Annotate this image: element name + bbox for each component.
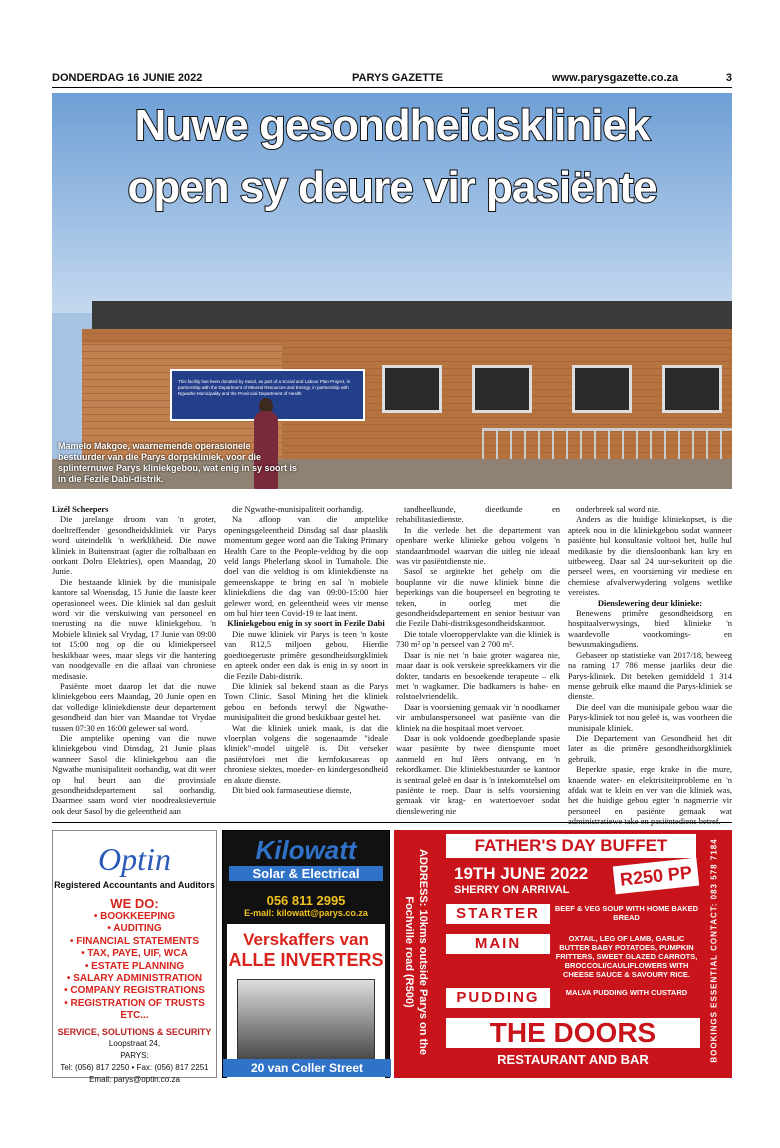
paragraph: Wat die kliniek uniek maak, is dat die vloerplan volgens die sogenaamde "ideale kliniek"-model uitgelê is. Dit verseker pasiëntvloei met die kernfokusareas op chroniese siektes, moeder- en kindergesondheid en akute dienste. (224, 722, 388, 785)
service-item: • COMPANY REGISTRATIONS (64, 985, 205, 997)
optin-services (53, 911, 216, 1023)
kilowatt-headline-2: ALLE INVERTERS (228, 950, 384, 970)
article-column-3 (396, 504, 560, 816)
doors-address-strip (400, 830, 432, 1078)
optin-heading: WE DO: (110, 896, 159, 911)
service-item: • FINANCIAL STATEMENTS (69, 935, 200, 947)
doors-name: THE DOORS (446, 1018, 700, 1048)
paragraph: Na afloop van die amptelike openingsgeleentheid Dinsdag sal daar plaaslik momentum gegee word aan die Taking Primary Health Care to the People-veldtog by die oop veld langs Phelerlang skool in Tumahole. Die doel van die veldtog is om kliniekdienste na gemeenskappe te bring en sal 'n mobiele kliniekdiens die dag van 09:00-15:00 hier gelewer word, en geleentheid wees vir mense om hul hier teen Covid-19 te laat inent. (224, 514, 388, 619)
optin-address-line-1: Loopstraat 24, (108, 1038, 161, 1048)
lead-photo (52, 93, 732, 489)
photo-window (382, 365, 442, 413)
page-header (52, 70, 732, 88)
paragraph: Dit bied ook farmaseutiese dienste, (232, 784, 352, 795)
paragraph: Daar is ook voldoende goedbeplande spasie waar pasiënte by twee dienspunte moet aanmeld en hul lêers ontvang, en 'n rekordkamer. Die kliniekbestuurder se kantoor is sentraal geleë en daar is 'n intekomstelsel om pasiënte te roep. Daar is selfs voorsiening gemaak vir krag- en watertoevoer sodat dienslewering nie (396, 732, 560, 816)
photo-window (662, 365, 722, 413)
article-body (52, 504, 732, 827)
article-column-1 (52, 504, 216, 816)
paragraph: In die verlede het die departement van openbare werke klinieke gebou volgens 'n standaardmodel waarvan die uitleg nie ideaal was vir pasiëntdienste nie. (396, 524, 560, 567)
headline-line-2: open sy deure vir pasiënte (127, 163, 657, 212)
service-item: • BOOKKEEPING (93, 911, 176, 922)
kilowatt-address: 20 van Coller Street (223, 1059, 391, 1077)
paragraph: Die jarelange droom van 'n groter, doeltreffender gesondheidskliniek vir Parys word uiteindelik 'n werklikheid. Die nuwe kliniek in Buitenstraat (agter die rolbalbaan en oorkant Dolro Elektries), open Maandag, 20 Junie. (52, 514, 216, 577)
paragraph: Gebaseer op statistieke van 2017/18, beweeg na raming 17 786 mense jaarliks deur die Parys-kliniek. Dit beteken gemiddeld 1 314 mense gebruik elke maand die Parys-kliniek se dienste. (568, 649, 732, 702)
starter-label: STARTER (446, 904, 550, 924)
subheading: Kliniekgebou enig in sy soort in Fezile Dabi (227, 618, 385, 629)
paragraph: Pasiënte moet daarop let dat die nuwe kliniekgebou eers Maandag, 20 Junie open en dat volledige kliniekdienste deur departement gesondheid dan hier van Maandae tot Vrydae tussen 07:30 en 16:00 gelewer sal word. (52, 680, 216, 733)
headline-line-1: Nuwe gesondheidskliniek (134, 101, 650, 150)
photo-window (472, 365, 532, 413)
paragraph: die Ngwathe-munisipaliteit oorhandig. (232, 504, 364, 514)
service-item: • AUDITING (107, 923, 162, 935)
paragraph: Die amptelike opening van die nuwe kliniekgebou vind Dinsdag, 21 Junie plaas wanneer Sasol die kliniekgebou aan die Ngwathe munisipaliteit oorhandig, wat dit weer op hul beurt aan die provinsiale gesondheidsdepartement sal oorhandig. Daarmee saam word vier noodreaksievertuie ook deur Sasol by die geleentheid aan (52, 732, 216, 816)
doors-contact: BOOKINGS ESSENTIAL CONTACT: 083 578 7184 (709, 838, 719, 1063)
service-item: • ESTATE PLANNING (84, 960, 185, 972)
optin-subtitle: Registered Accountants and Auditors (54, 880, 215, 890)
optin-address-line-2: PARYS: (120, 1050, 149, 1060)
kilowatt-advert[interactable] (222, 830, 390, 1078)
photo-caption: Mamelo Makgoe, waarnemende operasionele bestuurder van die Parys dorpskliniek, voor die splinternuwe Parys kliniekgebou, wat enig in sy soort is in die Fezile Dabi-distrik. (58, 441, 298, 484)
paragraph: Die totale vloeroppervlakte van die kliniek is 730 m² op 'n perseel van 2 700 m². (396, 628, 560, 650)
pudding-label: PUDDING (446, 988, 550, 1008)
service-item: • REGISTRATION OF TRUSTS (64, 997, 205, 1009)
doors-price-badge: R250 PP (613, 858, 699, 895)
kilowatt-subtitle: Solar & Electrical (229, 866, 383, 881)
subheading: Dienslewering deur klinieke: (597, 597, 703, 608)
kilowatt-phone: 056 811 2995 (266, 893, 346, 908)
paper-name: PARYS GAZETTE (352, 72, 444, 84)
kilowatt-logo: Kilowatt (255, 835, 357, 865)
paragraph: Daar is voorsiening gemaak vir 'n noodkamer vir ambulanspersoneel wat pasiënte van die kliniek na die hospitaal moet vervoer. (396, 701, 560, 733)
optin-advert[interactable] (52, 830, 217, 1084)
inverter-image (237, 979, 375, 1063)
the-doors-advert[interactable] (394, 830, 732, 1078)
paragraph: Beperkte spasie, erge krake in die mure, knaende water- en elektrisiteitprobleme en 'n afdak wat te klein en ver van die kliniek was, het die huidige gebou egter 'n nagmerrie vir personeel en pasiënte gemaak wat administratiewe take en pasiëntediens betref. (568, 764, 732, 827)
optin-logo: Optin (98, 841, 171, 877)
doors-event-title: FATHER'S DAY BUFFET (446, 834, 696, 858)
article-column-4 (568, 504, 732, 827)
photo-window (572, 365, 632, 413)
paper-url[interactable]: www.parysgazette.co.za (552, 72, 679, 84)
author-byline: Lizél Scheepers (52, 504, 109, 514)
paragraph: Die nuwe kliniek vir Parys is teen 'n koste van R12,5 miljoen gebou. Hierdie goedtoegeruste primêre gesondheidsorgkliniek en apteek onder een dak is enig in sy soort in die Fezile Dabi-distrik. (224, 628, 388, 681)
paragraph: Anders as die huidige kliniekopset, is die apteek nou in die kliniekgebou sodat wanneer pasiënte hul konsultasie voltooi het, hulle hul medikasie by die diensloonbank kan kry en uitbeweeg. Daar sal 24 uur-sekuriteit op die perseel wees, en voorsiening vir mediese en chemiese afvalverwydering volgens wetlike vereistes. (568, 514, 732, 598)
paragraph: tandheelkunde, dieetkunde en rehabilitasiedienste. (396, 504, 560, 525)
kilowatt-email[interactable]: E-mail: kilowatt@parys.co.za (244, 908, 368, 918)
paragraph: onderbreek sal word nie. (576, 504, 661, 514)
section-divider (52, 822, 732, 823)
kilowatt-headline-1: Verskaffers van (243, 930, 369, 949)
doors-subtitle: RESTAURANT AND BAR (497, 1052, 649, 1067)
service-item: • TAX, PAYE, UIF, WCA (81, 948, 188, 960)
photo-roof (92, 301, 732, 331)
doors-event-date: 19TH JUNE 2022 (454, 864, 589, 883)
service-item: • SALARY ADMINISTRATION (66, 973, 203, 985)
starter-desc: BEEF & VEG SOUP WITH HOME BAKED BREAD (554, 904, 699, 922)
optin-email[interactable]: Email: parys@optin.co.za (89, 1074, 180, 1084)
article-column-2 (224, 504, 388, 816)
paragraph: Sasol se argitekte het gehelp om die bouplanne vir die nuwe kliniek binne die beperkings van die bouperseel en begroting te teken, in oorleg met die gesondheidsdepartement en senior bestuur van die Fezile Dabi-distriksgesondheidskantoor. (396, 566, 560, 629)
issue-date: DONDERDAG 16 JUNIE 2022 (52, 72, 203, 84)
paragraph: Die deel van die munisipale gebou waar die Parys-kliniek tot nou geleë is, was voorheen die munisipale kliniek. (568, 701, 732, 733)
paragraph: Die bestaande kliniek by die munisipale kantore sal Woensdag, 15 Junie die laaste keer operasioneel wees. Die kliniek sal dan gesluit word vir die verskuiwing van personeel en toerusting na die nuwe kliniekgebou. 'n Mobiele kliniek sal Vrydag, 17 Junie van 09:00 tot 15:00 nog op die ou kliniekperseel beskikbaar wees, maar slegs vir die hantering van noodgevalle en die aflaai van chroniese medisasie. (52, 576, 216, 681)
main-desc: OXTAIL, LEG OF LAMB, GARLIC BUTTER BABY POTATOES, PUMPKIN FRITTERS, SWEET GLAZED CARROTS, BROCCOLI/CAULIFLOWERS WITH CHEESE SAUCE & SAVOURY RICE. (555, 934, 698, 979)
page-number: 3 (725, 72, 732, 84)
paragraph: Daar is nie net 'n baie groter wagarea nie, maar daar is ook verskeie spreekkamers vir die dokter, tandarts en besoekende terapeute – elk met 'n wagkamer. Die badkamers is babe- en rolstoelvriendelik. (396, 649, 560, 702)
doors-sherry: SHERRY ON ARRIVAL (454, 884, 570, 896)
service-item: ETC... (120, 1010, 149, 1022)
pudding-desc: MALVA PUDDING WITH CUSTARD (565, 988, 688, 997)
clinic-sign-text: This facility has been donated by Sasol, as part of a Social and Labour Plan Project, in partnership with the Department of Mineral Resources and Energy, in partnership with Ngwathe Municipality and the Provincial Department of Health (178, 379, 351, 396)
optin-tagline: SERVICE, SOLUTIONS & SECURITY (57, 1026, 212, 1037)
paragraph: Benewens primêre gesondheidsorg en hospitaalverwysings, bied klinieke 'n waardevolle voorkomings- en bewusmakingsdiens. (568, 608, 732, 650)
paragraph: Die kliniek sal bekend staan as die Parys Town Clinic. Sasol Mining het die kliniek gebou en befonds terwyl die Ngwathe-munisipaliteit die grond beskikbaar gestel het. (224, 680, 388, 723)
paragraph: Die Departement van Gesondheid het dit later as die primêre gesondheidsorgkliniek gebruik. (568, 732, 732, 764)
optin-phone: Tel: (056) 817 2250 • Fax: (056) 817 2251 (60, 1062, 209, 1072)
doors-address: ADDRESS: 10kms outside Parys on the Fochville road (R500) (403, 848, 429, 1055)
main-label: MAIN (446, 934, 550, 954)
doors-contact-strip (700, 830, 728, 1078)
